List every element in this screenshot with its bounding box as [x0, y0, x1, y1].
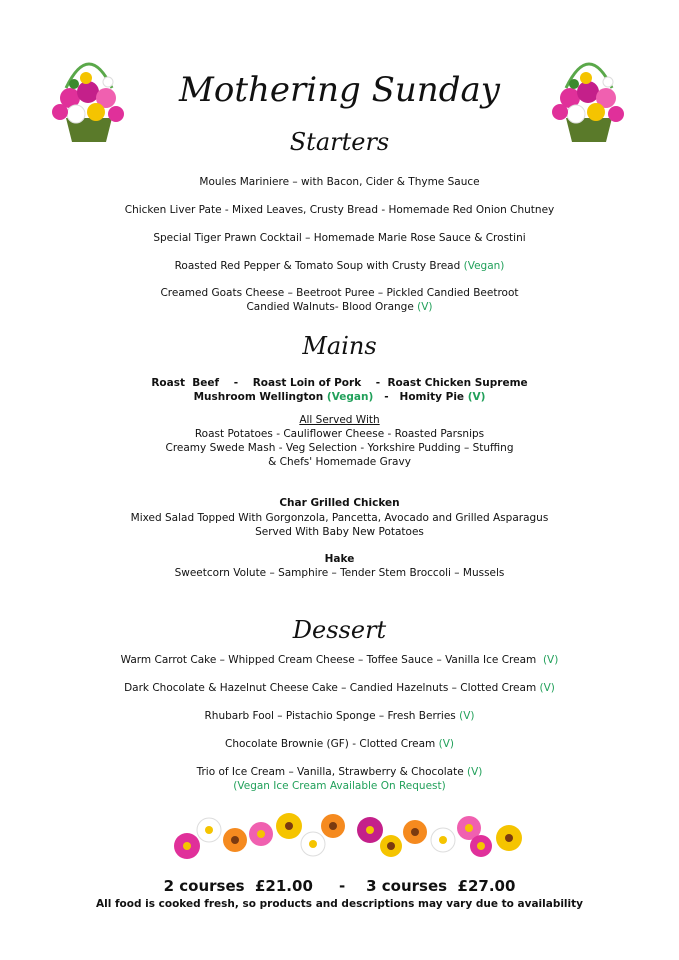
chicken-desc: Mixed Salad Topped With Gorgonzola, Pancetta, Avocado and Grilled Asparagus	[130, 512, 549, 524]
vegetarian-tag: (V)	[539, 682, 555, 694]
starter-item: Special Tiger Prawn Cocktail – Homemade Marie Rose Sauce & Crostini	[153, 232, 526, 244]
starter-item: Roasted Red Pepper & Tomato Soup with Crusty Bread (Vegan)	[174, 260, 505, 272]
vegan-ice-cream-note: (Vegan Ice Cream Available On Request)	[233, 780, 446, 792]
dessert-heading: Dessert	[292, 616, 387, 644]
starter-item: Creamed Goats Cheese – Beetroot Puree – Pickled Candied Beetroot	[160, 287, 519, 299]
availability-disclaimer: All food is cooked fresh, so products and descriptions may vary due to availability	[96, 898, 583, 910]
dessert-item: Rhubarb Fool – Pistachio Sponge – Fresh Berries (V)	[204, 710, 475, 722]
served-with-line: Roast Potatoes - Cauliflower Cheese - Roasted Parsnips	[194, 428, 485, 440]
daisy-row-icon	[165, 808, 535, 868]
dessert-item: Chocolate Brownie (GF) - Clotted Cream (V)	[224, 738, 454, 750]
chicken-title: Char Grilled Chicken	[279, 497, 400, 509]
mains-vegetarian: Mushroom Wellington (Vegan) - Homity Pie (V)	[193, 391, 486, 403]
mains-roasts: Roast Beef - Roast Loin of Pork - Roast Chicken Supreme	[151, 377, 528, 389]
starter-item: Candied Walnuts- Blood Orange (V)	[246, 301, 433, 313]
vegan-tag: (Vegan)	[326, 391, 374, 403]
chicken-desc: Served With Baby New Potatoes	[255, 526, 424, 538]
starter-item: Chicken Liver Pate - Mixed Leaves, Crusty Bread - Homemade Red Onion Chutney	[124, 204, 555, 216]
served-with-line: Creamy Swede Mash - Veg Selection - Yorkshire Pudding – Stuffing	[165, 442, 514, 454]
pricing: 2 courses £21.00 - 3 courses £27.00	[163, 877, 516, 895]
mains-heading: Mains	[302, 332, 377, 360]
vegetarian-tag: (V)	[467, 766, 483, 778]
vegetarian-tag: (V)	[467, 391, 486, 403]
served-with-line: & Chefs' Homemade Gravy	[268, 456, 411, 468]
served-with-heading: All Served With	[299, 414, 380, 426]
starters-heading: Starters	[289, 128, 390, 156]
hake-title: Hake	[324, 553, 355, 565]
starter-item: Moules Mariniere – with Bacon, Cider & Thyme Sauce	[199, 176, 480, 188]
vegetarian-tag: (V)	[417, 301, 433, 313]
page-title: Mothering Sunday	[179, 70, 500, 110]
dessert-item: Dark Chocolate & Hazelnut Cheese Cake – Candied Hazelnuts – Clotted Cream (V)	[124, 682, 555, 694]
dessert-item: Warm Carrot Cake – Whipped Cream Cheese – Toffee Sauce – Vanilla Ice Cream (V)	[120, 654, 559, 666]
vegetarian-tag: (V)	[438, 738, 454, 750]
vegetarian-tag: (V)	[459, 710, 475, 722]
hake-desc: Sweetcorn Volute – Samphire – Tender Stem Broccoli – Mussels	[174, 567, 505, 579]
dessert-item: Trio of Ice Cream – Vanilla, Strawberry & Chocolate (V)	[196, 766, 483, 778]
vegetarian-tag: (V)	[542, 654, 559, 666]
vegan-tag: (Vegan)	[463, 260, 505, 272]
